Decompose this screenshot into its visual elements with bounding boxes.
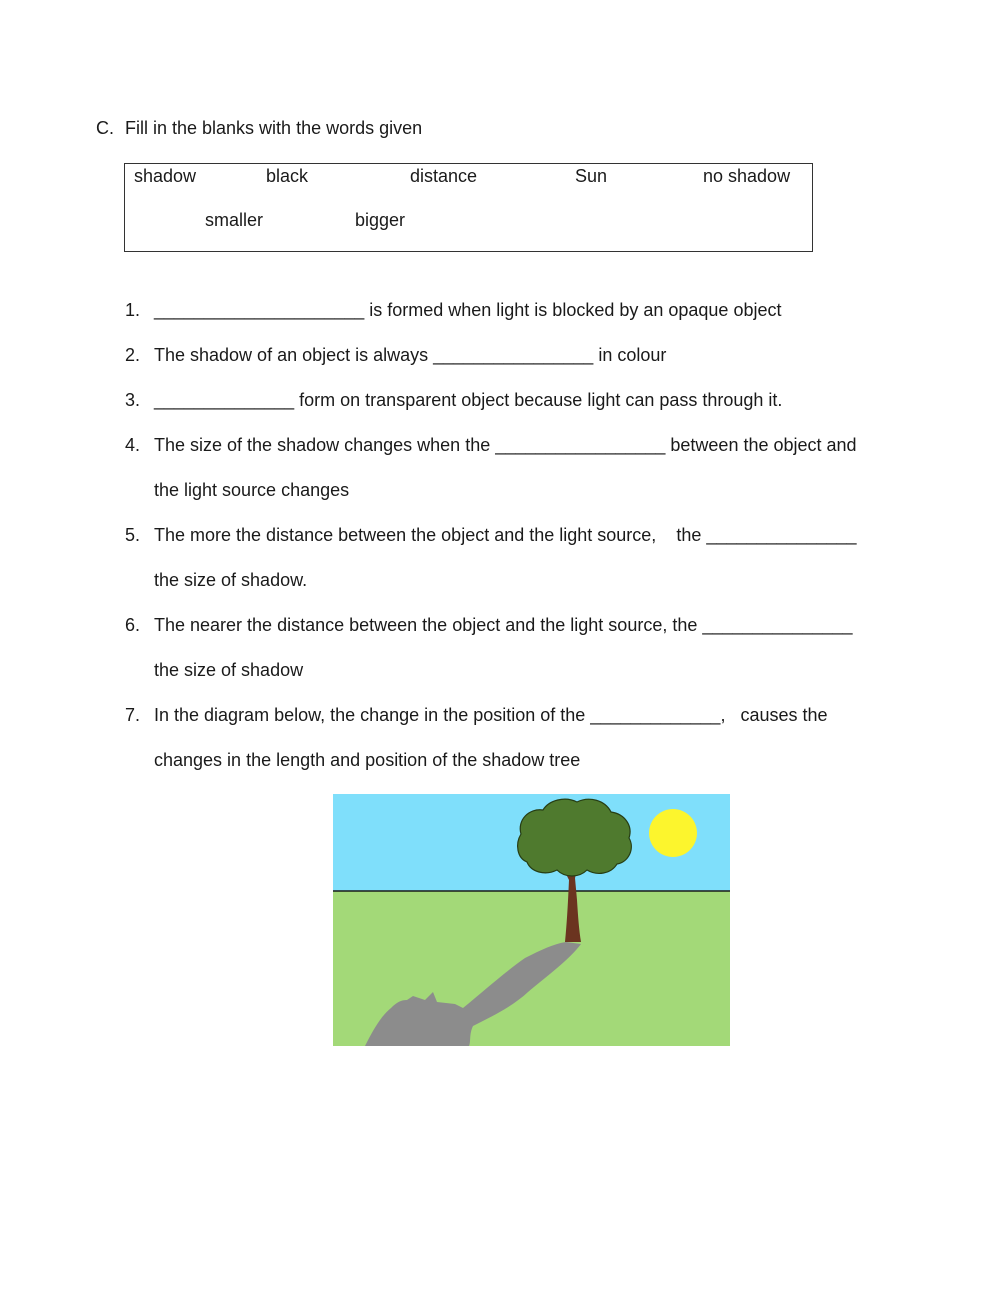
word-bank-item: bigger bbox=[355, 210, 406, 230]
sun-icon bbox=[649, 809, 697, 857]
question-text: The size of the shadow changes when the _________________ between the object and bbox=[154, 435, 857, 455]
section-instruction: Fill in the blanks with the words given bbox=[125, 118, 423, 138]
word-bank-item: Sun bbox=[575, 166, 608, 186]
section-letter: C. bbox=[96, 118, 114, 138]
question-text: The shadow of an object is always ________________ in colour bbox=[154, 345, 667, 365]
question-text: ______________ form on transparent object because light can pass through it. bbox=[154, 390, 783, 410]
question-text: The nearer the distance between the object and the light source, the _______________ bbox=[154, 615, 853, 635]
word-bank-item: black bbox=[266, 166, 309, 186]
section-heading bbox=[96, 118, 422, 139]
question-text: The more the distance between the object and the light source, the _______________ bbox=[154, 525, 857, 545]
word-bank-item: shadow bbox=[134, 166, 197, 186]
question-number: 6. bbox=[125, 615, 141, 635]
question-number: 7. bbox=[125, 705, 141, 725]
word-bank-item: distance bbox=[410, 166, 478, 186]
question-text: In the diagram below, the change in the position of the _____________, causes the bbox=[154, 705, 828, 725]
question-text-continued: the light source changes bbox=[154, 480, 350, 500]
question-text: _____________________ is formed when light is blocked by an opaque object bbox=[154, 300, 782, 320]
question-text-continued: the size of shadow. bbox=[154, 570, 308, 590]
question-number: 2. bbox=[125, 345, 141, 365]
question-text-continued: the size of shadow bbox=[154, 660, 304, 680]
question-number: 4. bbox=[125, 435, 141, 455]
question-number: 5. bbox=[125, 525, 141, 545]
tree-shadow-diagram bbox=[333, 794, 730, 1046]
word-bank-item: smaller bbox=[205, 210, 264, 230]
question-text-continued: changes in the length and position of the shadow tree bbox=[154, 750, 581, 770]
question-number: 1. bbox=[125, 300, 141, 320]
question-number: 3. bbox=[125, 390, 141, 410]
word-bank-box bbox=[124, 163, 813, 252]
word-bank-item: no shadow bbox=[703, 166, 791, 186]
